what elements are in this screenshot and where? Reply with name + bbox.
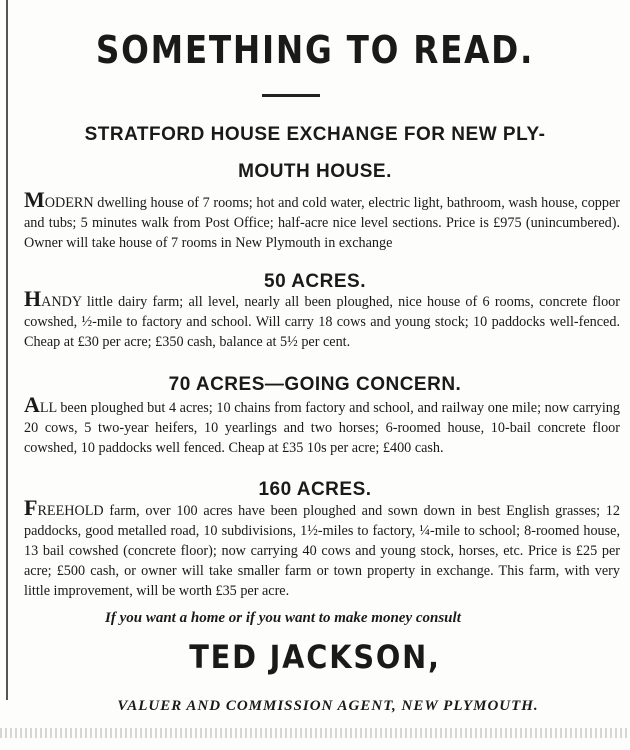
subhead-line-2: MOUTH HOUSE. [238, 161, 392, 182]
listing-2 [24, 286, 620, 352]
listing-1-text: ODERN dwelling house of 7 rooms; hot and cold water, electric light, bathroom, wash house, copper and tubs; 5 minutes walk from Post Office; half-acre nice level sections. Price is £975 (unincumbered). Owner will take house of 7 rooms in New Plymouth in exchange [24, 195, 620, 251]
print-edge [0, 728, 630, 738]
listing-3 [24, 392, 620, 458]
listing-4-initial: F [24, 495, 38, 520]
listing-3-text: LL been ploughed but 4 acres; 10 chains from factory and school, and railway one mile; now carrying 20 cows, 5 two-year heifers, 10 yearlings and two horses; 6-roomed house, 10-bail concrete floor cowshed, 10 paddocks well fenced. Cheap at £35 10s per acre; £400 cash. [24, 400, 620, 456]
listing-4 [24, 495, 620, 601]
subhead-line-1: STRATFORD HOUSE EXCHANGE FOR NEW PLY- [84, 124, 546, 145]
listing-4-heading: 160 ACRES. [258, 479, 372, 500]
headline: SOMETHING TO READ. [95, 28, 535, 72]
agent-name: TED JACKSON, [189, 638, 441, 676]
listing-2-initial: H [24, 286, 42, 311]
listing-2-heading: 50 ACRES. [264, 271, 366, 292]
listing-1-initial: M [24, 187, 45, 212]
agent-title: VALUER AND COMMISSION AGENT, NEW PLYMOUTH. [117, 698, 539, 714]
listing-1 [24, 187, 620, 253]
call-to-action: If you want a home or if you want to make money consult [105, 610, 461, 626]
column-rule [6, 0, 8, 700]
listing-4-text: REEHOLD farm, over 100 acres have been ploughed and sown down in best English grasses; 12 paddocks, good metalled road, 10 subdivisions, 1½-miles to factory, ¼-mile to school; 8-roomed house, 13 bail cowshed (concrete floor); now carrying 40 cows and young stock, horses, etc. Price is £25 per acre; £500 cash, or owner will take smaller farm or town property in exchange. This farm, with very little improvement, will be worth £35 per acre. [24, 503, 620, 599]
listing-2-text: ANDY little dairy farm; all level, nearly all been ploughed, nice house of 6 rooms, concrete floor cowshed, ½-mile to factory and school. Will carry 18 cows and young stock; 10 paddocks well-fenced. Cheap at £30 per acre; £350 cash, balance at 5½ per cent. [24, 294, 620, 350]
listing-3-initial: A [24, 392, 40, 417]
listing-3-heading: 70 ACRES—GOING CONCERN. [168, 374, 462, 395]
separator-dash [262, 94, 320, 97]
